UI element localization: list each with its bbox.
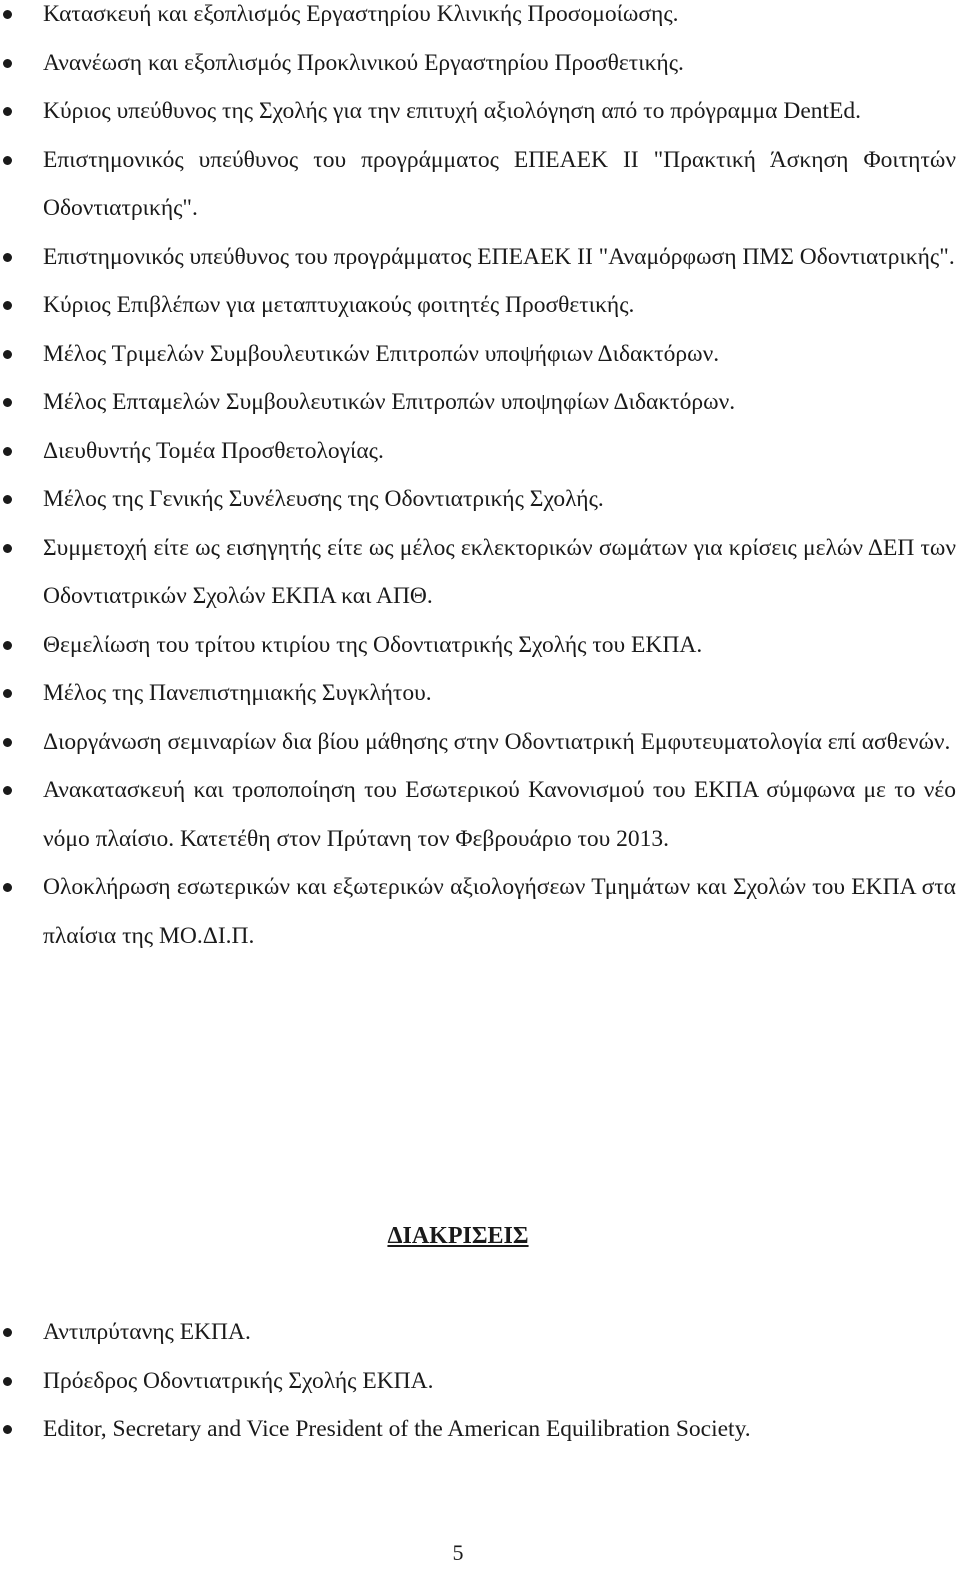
list-item xyxy=(0,766,960,863)
page-number: 5 xyxy=(452,1540,464,1565)
list-item-text: Θεμελίωση του τρίτου κτιρίου της Οδοντιατρικής Σχολής του ΕΚΠΑ. xyxy=(43,631,703,658)
list-item xyxy=(0,524,960,621)
bullet-icon xyxy=(3,1377,12,1386)
list-item-text: Ολοκλήρωση εσωτερικών και εξωτερικών αξιολογήσεων Τμημάτων και Σχολών του ΕΚΠΑ στα πλαίσια της ΜΟ.ΔΙ.Π. xyxy=(43,874,956,949)
list-item xyxy=(0,233,960,282)
list-item-text: Αντιπρύτανης ΕΚΠΑ. xyxy=(43,1319,251,1345)
bullet-icon xyxy=(3,59,12,68)
bullet-icon xyxy=(3,398,12,407)
list-item-text: Διευθυντής Τομέα Προσθετολογίας. xyxy=(43,437,384,464)
list-item-text: Συμμετοχή είτε ως εισηγητής είτε ως μέλος εκλεκτορικών σωμάτων για κρίσεις μελών ΔΕΠ των Οδοντιατρικών Σχολών ΕΚΠΑ και ΑΠΘ. xyxy=(43,534,956,609)
list-item xyxy=(0,39,960,88)
list-item xyxy=(0,136,960,233)
list-item-text: Πρόεδρος Οδοντιατρικής Σχολής ΕΚΠΑ. xyxy=(43,1367,434,1394)
list-item xyxy=(0,718,960,767)
bullet-icon xyxy=(3,738,12,747)
section-heading: ΔΙΑΚΡΙΣΕΙΣ xyxy=(387,1223,529,1249)
list-item-text: Κατασκευή και εξοπλισμός Εργαστηρίου Κλινικής Προσομοίωσης. xyxy=(43,1,679,27)
list-item xyxy=(0,281,960,330)
bullet-icon xyxy=(3,544,12,553)
bullet-icon xyxy=(3,447,12,456)
bullet-icon xyxy=(3,495,12,504)
bullet-icon xyxy=(3,156,12,165)
bullet-icon xyxy=(3,253,12,262)
list-item-text: Μέλος Τριμελών Συμβουλευτικών Επιτροπών υποψήφιων Διδακτόρων. xyxy=(43,340,720,367)
bullet-icon xyxy=(3,641,12,650)
list-item xyxy=(0,0,960,39)
list-item-text: Επιστημονικός υπεύθυνος του προγράμματος ΕΠΕΑΕΚ ΙΙ "Αναμόρφωση ΠΜΣ Οδοντιατρικής". xyxy=(43,243,955,270)
list-item-text: Κύριος Επιβλέπων για μεταπτυχιακούς φοιτητές Προσθετικής. xyxy=(43,292,635,318)
bullet-icon xyxy=(3,883,12,892)
list-item xyxy=(0,475,960,524)
bullet-icon xyxy=(3,1328,12,1337)
bullet-icon xyxy=(3,786,12,795)
bullet-icon xyxy=(3,301,12,310)
bullet-icon xyxy=(3,350,12,359)
list-item-text: Μέλος Επταμελών Συμβουλευτικών Επιτροπών υποψηφίων Διδακτόρων. xyxy=(43,389,736,415)
list-item xyxy=(0,330,960,379)
list-item xyxy=(0,427,960,476)
list-item-text: Κύριος υπεύθυνος της Σχολής για την επιτυχή αξιολόγηση από το πρόγραμμα DentEd. xyxy=(43,98,862,124)
list-item xyxy=(0,863,960,960)
list-item xyxy=(0,669,960,718)
list-item xyxy=(0,621,960,670)
list-item-text: Επιστημονικός υπεύθυνος του προγράμματος ΕΠΕΑΕΚ ΙΙ "Πρακτική Άσκηση Φοιτητών Οδοντιατρικής". xyxy=(43,146,956,221)
list-item-text: Μέλος της Γενικής Συνέλευσης της Οδοντιατρικής Σχολής. xyxy=(43,486,604,512)
list-item xyxy=(0,378,960,427)
list-item-text: Ανακατασκευή και τροποποίηση του Εσωτερικού Κανονισμού του ΕΚΠΑ σύμφωνα με το νέο νόμο πλαίσιο. Κατετέθη στον Πρύτανη τον Φεβρουάριο του 2013. xyxy=(43,777,956,852)
list-item-text: Editor, Secretary and Vice President of the American Equilibration Society. xyxy=(43,1416,751,1442)
list-item xyxy=(0,1308,960,1357)
bullet-icon xyxy=(3,10,12,19)
list-item xyxy=(0,1405,960,1454)
bullet-icon xyxy=(3,1425,12,1434)
list-item-text: Διοργάνωση σεμιναρίων δια βίου μάθησης στην Οδοντιατρική Εμφυτευματολογία επί ασθενών. xyxy=(43,728,951,755)
bullet-icon xyxy=(3,107,12,116)
distinctions-list xyxy=(0,1308,960,1454)
list-item xyxy=(0,1357,960,1406)
list-item-text: Μέλος της Πανεπιστημιακής Συγκλήτου. xyxy=(43,680,432,706)
list-item xyxy=(0,87,960,136)
bullet-icon xyxy=(3,689,12,698)
list-item-text: Ανανέωση και εξοπλισμός Προκλινικού Εργαστηρίου Προσθετικής. xyxy=(43,49,684,76)
